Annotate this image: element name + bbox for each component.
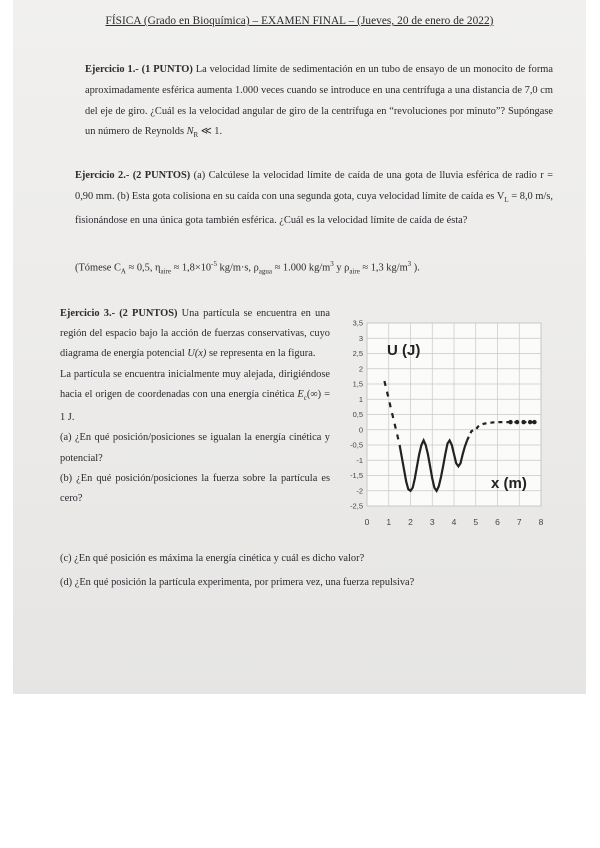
reynolds-condition: ≪ 1. [198, 126, 223, 138]
reynolds-subscript: R [193, 131, 199, 140]
x-tick-label: 8 [538, 517, 544, 527]
exercise-2-text-tail: = 8,0 m/s, fisionándose en una única gota también esférica. ¿Cuál es la velocidad límite de caída de ésta? [75, 190, 553, 226]
rho-air-subscript: aire [349, 267, 360, 276]
curve-marker [508, 420, 512, 424]
y-tick-label: -0,5 [350, 440, 363, 450]
exercise-3-intro: Una partícula se encuentra en una región del espacio bajo la acción de fuerzas conservativas, cuyo diagrama de energía potencial [60, 308, 330, 360]
y-tick-label: 1,5 [352, 379, 363, 389]
question-a: (a) ¿En qué posición/posiciones se igualan la energía cinética y potencial? [60, 432, 330, 464]
note-ca: ≈ 0,5, η [125, 262, 161, 274]
kinetic-energy-value: (∞) = 1 J. [60, 388, 330, 424]
y-tick-label: -2 [356, 486, 363, 496]
exam-title: FÍSICA (Grado en Bioquímica) – EXAMEN FINAL – (Jueves, 20 de enero de 2022) [105, 15, 494, 27]
exercise-3 [60, 304, 330, 509]
x-tick-label: 3 [429, 517, 435, 527]
note-end: ). [411, 262, 420, 274]
reynolds-symbol: N [186, 126, 194, 138]
y-tick-label: 3 [358, 333, 363, 343]
y-tick-label: -2,5 [350, 501, 363, 511]
exam-sheet [13, 0, 586, 694]
cube-exponent-2: 3 [407, 260, 412, 268]
note-rho-air-pre: y ρ [333, 262, 350, 274]
exercise-1-heading: Ejercicio 1.- (1 PUNTO) [85, 64, 193, 75]
note-rho-water: ≈ 1.000 kg/m [272, 262, 331, 274]
y-tick-label: 0,5 [352, 410, 363, 419]
question-b: (b) ¿En qué posición/posiciones la fuerza sobre la partícula es cero? [60, 472, 330, 504]
kinetic-energy-subscript: c [303, 393, 307, 402]
exercise-1 [85, 60, 553, 146]
eta-exponent: -5 [211, 260, 217, 268]
rho-water-subscript: agua [258, 267, 273, 276]
curve-marker [521, 420, 525, 424]
x-tick-label: 6 [495, 517, 500, 527]
note-rho-air: ≈ 1,3 kg/m [359, 262, 408, 274]
question-c: (c) ¿En qué posición es máxima la energía cinética y cuál es dicho valor? [60, 553, 365, 564]
x-axis-ticks [365, 517, 544, 527]
y-axis-label: U (J) [387, 342, 421, 359]
y-tick-label: -1,5 [350, 471, 363, 480]
potential-energy-chart [331, 313, 545, 535]
x-tick-label: 7 [516, 517, 522, 527]
y-tick-label: 1 [358, 394, 363, 404]
exercise-3-paragraph-2: La partícula se encuentra inicialmente muy alejada, dirigiéndose hacia el origen de coordenadas con una energía cinética [60, 368, 330, 400]
vl-subscript: L [504, 195, 509, 204]
note-eta: ≈ 1,8×10 [170, 262, 212, 274]
y-tick-label: 2,5 [352, 349, 363, 358]
kinetic-energy-symbol: E [297, 388, 304, 400]
potential-symbol: U(x) [187, 348, 207, 360]
exercise-1-text: La velocidad límite de sedimentación en un tubo de ensayo de un monocito de forma aproximadamente esférica aumenta 1.000 veces cuando se introduce en una centrífuga a una distancia de 7,0 cm del eje de giro. ¿Cuál es la velocidad angular de giro de la centrífuga en “revoluciones por minuto”? Supóngase un número de Reynolds [85, 64, 553, 138]
exercise-2-heading: Ejercicio 2.- (2 PUNTOS) [75, 170, 191, 181]
curve-marker [532, 420, 536, 424]
x-tick-label: 0 [364, 517, 370, 527]
y-tick-label: -1 [356, 455, 363, 465]
curve-marker [528, 420, 532, 424]
exercise-3-heading: Ejercicio 3.- (2 PUNTOS) [60, 308, 178, 319]
cube-exponent-1: 3 [330, 260, 334, 268]
ca-subscript: A [120, 267, 126, 276]
y-axis-ticks [350, 319, 363, 511]
y-tick-label: 0 [358, 425, 363, 435]
exercise-2 [75, 166, 553, 231]
note-start: (Tómese C [75, 262, 121, 274]
x-tick-label: 4 [451, 517, 457, 527]
exercise-3-intro-tail: se representa en la figura. [206, 348, 316, 360]
eta-subscript: aire [160, 267, 171, 276]
note-eta-unit: kg/m·s, ρ [216, 262, 259, 274]
exercise-2-constants [75, 260, 420, 276]
curve-marker [515, 420, 519, 424]
x-tick-label: 2 [408, 517, 413, 527]
question-d: (d) ¿En qué posición la partícula experimenta, por primera vez, una fuerza repulsiva? [60, 577, 415, 588]
y-tick-label: 2 [358, 364, 363, 374]
x-tick-label: 1 [386, 517, 392, 527]
y-tick-label: 3,5 [352, 318, 363, 328]
x-tick-label: 5 [473, 517, 479, 527]
x-axis-label: x (m) [491, 475, 527, 492]
exercise-2-text: (a) Calcúlese la velocidad límite de caída de una gota de lluvia esférica de radio r = 0,90 mm. (b) Esta gota colisiona en su caída con una segunda gota, cuya velocidad límite de caída es V [75, 170, 553, 202]
